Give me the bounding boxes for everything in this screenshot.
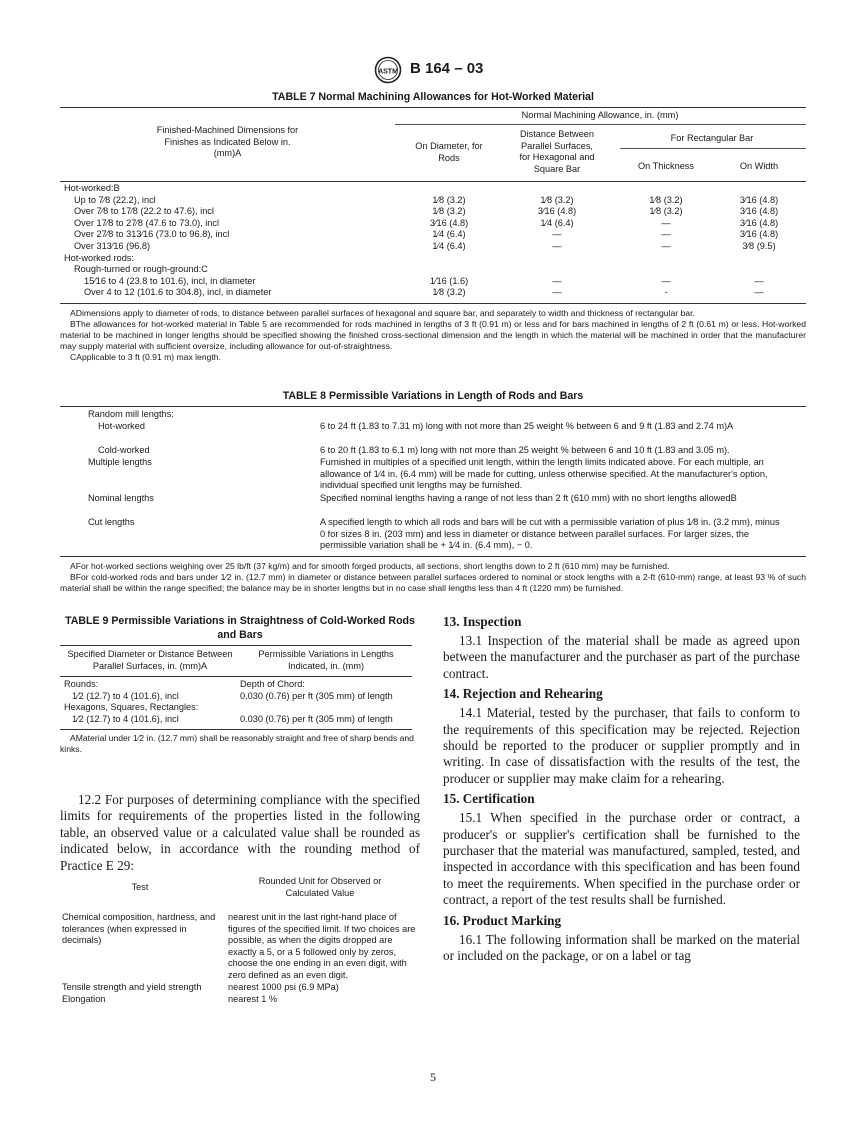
table-row: Rough-turned or rough-ground:C: [74, 264, 208, 275]
table9-title: TABLE 9 Permissible Variations in Straightness of Cold-Worked Rods and Bars: [65, 615, 415, 641]
table9-body: [60, 679, 412, 725]
table-row: Rounds: Depth of Chord:: [64, 679, 305, 689]
para-12-2: 12.2 For purposes of determining compliance with the specified limits for requirements of the properties listed in the following table, an observed value or a calculated value shall be rounded as indicated below, in accordance with the rounding method of Practice E 29:: [60, 792, 420, 873]
rounding-table: [62, 912, 422, 1006]
section-heading: 13. Inspection: [443, 614, 522, 629]
table-row: Hot-worked 6 to 24 ft (1.83 to 7.31 m) long with not more than 25 weight % between 6 and 9 ft (1.83 and 2.74 m)A: [98, 421, 734, 431]
table7-distance-header: Distance Between Parallel Surfaces, for Hexagonal and Square Bar: [519, 129, 595, 174]
page-header: [0, 56, 866, 84]
table7-diameter-header: On Diameter, for Rods: [415, 141, 483, 163]
right-column: [443, 614, 800, 965]
table8-footnotes: [60, 561, 806, 594]
table-row: Chemical composition, hardness, and tolerances (when expressed in decimals) nearest unit in the last right-hand place of figures of the specified limit. If two choices are possible, as when the digits dropped are exactly a 5, or a 5 followed only by zeros, choose the one ending in an even digit, with zero defined as an even digit.: [62, 912, 416, 980]
section-text: 15.1 When specified in the purchase order or contract, a producer's or supplier's certification shall be furnished to the purchaser that the material was manufactured, sampled, tested, and inspected in accordance with this specification and has been found to meet the requirements. When specified in the purchase order or contract, a report of the test results shall be furnished.: [443, 810, 800, 908]
table7-title: TABLE 7 Normal Machining Allowances for Hot-Worked Material: [272, 91, 594, 103]
table-row: Over 7⁄8 to 17⁄8 (22.2 to 47.6), incl 1⁄8 (3.2) 3⁄16 (4.8) 1⁄8 (3.2) 3⁄16 (4.8): [74, 206, 779, 217]
section-heading: 15. Certification: [443, 791, 535, 807]
table7-footnotes: [60, 308, 806, 363]
astm-logo-icon: [374, 56, 402, 84]
table7-rect-header: For Rectangular Bar: [670, 133, 754, 143]
table-row: 1⁄2 (12.7) to 4 (101.6), incl 0.030 (0.76) per ft (305 mm) of length: [72, 713, 393, 724]
table-row: Hexagons, Squares, Rectangles:: [64, 702, 199, 713]
table-row: [60, 183, 806, 195]
table-row: Elongation nearest 1 %: [62, 994, 278, 1004]
table-row: Up to 7⁄8 (22.2), incl 1⁄8 (3.2) 1⁄8 (3.2) 1⁄8 (3.2) 3⁄16 (4.8): [74, 194, 779, 205]
table-row: Cut lengths A specified length to which all rods and bars will be cut with a permissible variation of plus 1⁄8 in. (3.2 mm), minus 0 for sizes 8 in. (203 mm) and less in diameter or distance between parallel surfaces. For larger sizes, the permissible variation shall be + 1⁄4 in. (6.4 mm), − 0.: [88, 517, 780, 551]
page-number: 5: [430, 1070, 436, 1084]
section-text: 14.1 Material, tested by the purchaser, that fails to conform to the requirements of this specification may be rejected. Rejection should be reported to the producer or supplier promptly and in writing. In case of dissatisfaction with the results of the test, the producer or supplier may make claim for a rehearing.: [443, 705, 800, 786]
rounding-col-test: Test: [131, 882, 149, 892]
table8-title: TABLE 8 Permissible Variations in Length of Rods and Bars: [282, 390, 584, 402]
section-heading: 16. Product Marking: [443, 912, 562, 928]
table9-col2-header: Permissible Variations in Lengths Indicated, in. (mm): [258, 649, 394, 671]
footnote: AFor hot-worked sections weighing over 25 lb/ft (37 kg/m) and for smooth forged products, all sections, short lengths down to 2 ft (610 mm) may be furnished.: [70, 561, 670, 571]
table7-group-header: Normal Machining Allowance, in. (mm): [521, 110, 679, 120]
table-row: Over 17⁄8 to 27⁄8 (47.6 to 73.0), incl 3⁄16 (4.8) 1⁄4 (6.4) — 3⁄16 (4.8): [74, 217, 779, 228]
row-label: Hot-worked:B: [64, 183, 120, 193]
table-row: Tensile strength and yield strength nearest 1000 psi (6.9 MPa): [62, 982, 339, 992]
section-text: 13.1 Inspection of the material shall be made as agreed upon between the manufacturer and the purchaser as part of the purchase contract.: [443, 633, 800, 681]
table7-first-col-header: Finished-Machined Dimensions for Finishes as Indicated Below in. (mm)A: [156, 125, 299, 159]
table-row: 1⁄2 (12.7) to 4 (101.6), incl 0.030 (0.76) per ft (305 mm) of length: [72, 690, 393, 701]
table8-body: [60, 409, 806, 553]
table9-footnote: AMaterial under 1⁄2 in. (12.7 mm) shall be reasonably straight and free of sharp bends and kinks.: [60, 733, 414, 754]
section-heading: 14. Rejection and Rehearing: [443, 686, 603, 702]
table-row: Cold-worked 6 to 20 ft (1.83 to 6.1 m) long with not more than 25 weight % between 6 and 10 ft (1.83 and 3.05 m).: [98, 445, 730, 455]
footnote: ADimensions apply to diameter of rods, to distance between parallel surfaces of hexagonal and square bar, and separately to width and thickness of rectangular bar.: [70, 308, 695, 318]
table7-thickness-header: On Thickness: [638, 161, 694, 171]
table7-body: [60, 183, 806, 299]
table-row: Nominal lengths Specified nominal lengths having a range of not less than 2 ft (610 mm) with no short lengths allowedB: [88, 493, 737, 503]
table-row: Over 313⁄16 (96.8) 1⁄4 (6.4) — — 3⁄8 (9.5): [74, 240, 776, 251]
designation: B 164 – 03: [410, 60, 484, 77]
footnote: BFor cold-worked rods and bars under 1⁄2 in. (12.7 mm) in diameter or distance between parallel surfaces ordered to nominal or stock lengths with a 2-ft (610-mm) range, at least 93 % of such material shall be within the range specified; the balance may be in shorter lengths but in no case shall lengths less than 4 ft (1220 mm) be furnished.: [60, 572, 806, 593]
table-row: 15⁄16 to 4 (23.8 to 101.6), incl, in diameter 1⁄16 (1.6) — — —: [84, 275, 764, 286]
table-row: Over 27⁄8 to 313⁄16 (73.0 to 96.8), incl 1⁄4 (6.4) — — 3⁄16 (4.8): [74, 229, 779, 240]
footnote: BThe allowances for hot-worked material in Table 5 are recommended for rods machined in lengths of 3 ft (0.91 m) or less and for bars machined in lengths of 2 ft (0.61 m) or less. Hot-worked material to be machined in longer lengths should be specified showing the finished cross-sectional dimension and the length in which the material will be machined in order that the manufacturer may supply material with sufficient oversize, including allowance for out-of-straightness.: [60, 319, 806, 351]
table9-col1-header: Specified Diameter or Distance Between Parallel Surfaces, in. (mm)A: [67, 649, 233, 671]
table-row: Random mill lengths:: [88, 409, 174, 419]
section-text: 16.1 The following information shall be marked on the material or included on the package, or on a label or tag: [443, 931, 800, 964]
table-row: Over 4 to 12 (101.6 to 304.8), incl, in diameter 1⁄8 (3.2) — - —: [84, 287, 764, 298]
table-row: Hot-worked rods:: [64, 252, 134, 263]
logo-text: ASTM: [378, 68, 398, 76]
footnote: CApplicable to 3 ft (0.91 m) max length.: [70, 352, 221, 362]
rounding-col-unit: Rounded Unit for Observed or Calculated Value: [258, 876, 382, 898]
table-row: Multiple lengths Furnished in multiples of a specified unit length, within the length limits indicated above. For each multiple, an allowance of 1⁄4 in. (6.4 mm) will be made for cutting, unless otherwise specified. At the manufacturer's option, individual specified unit lengths may be furnished.: [88, 457, 768, 491]
table7-width-header: On Width: [739, 161, 779, 171]
